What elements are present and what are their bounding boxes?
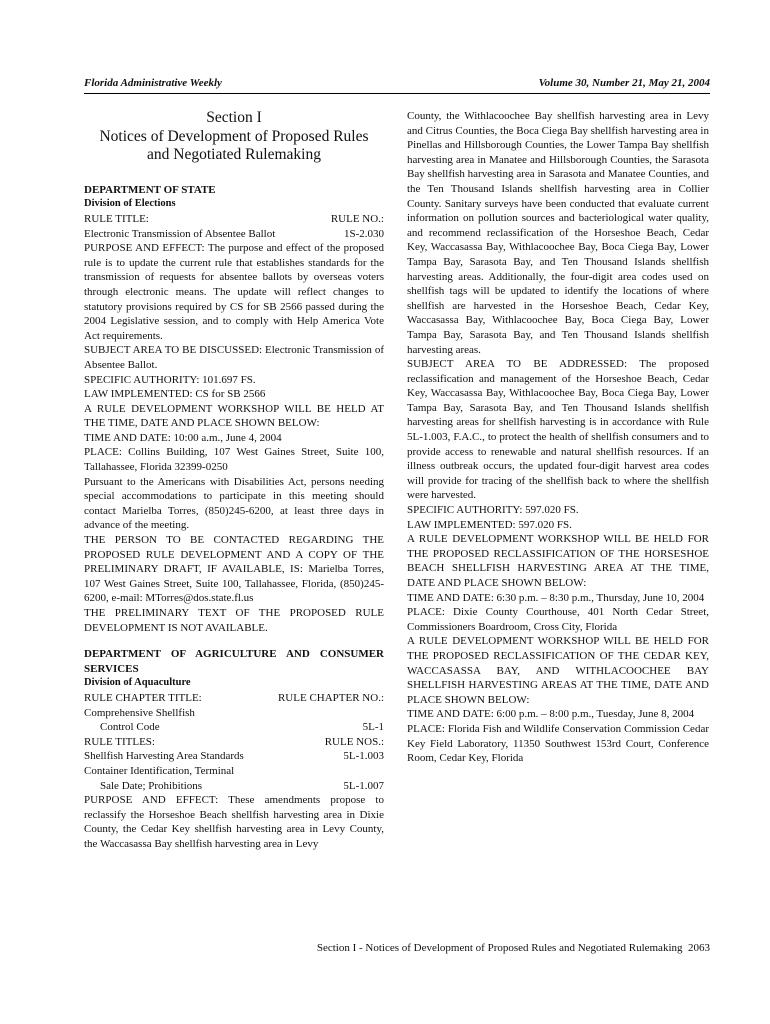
department-heading: DEPARTMENT OF STATE xyxy=(84,183,216,196)
section-heading-line2: and Negotiated Rulemaking xyxy=(147,146,321,164)
right-column xyxy=(407,109,709,766)
section-title xyxy=(84,109,384,165)
specific-authority: SPECIFIC AUTHORITY: 597.020 FS. xyxy=(407,504,579,517)
rule-no-label: RULE NO.: xyxy=(330,212,384,225)
rule-title: Electronic Transmission of Absentee Ballot xyxy=(84,227,276,240)
rule-title-continued: Sale Date; Prohibitions xyxy=(100,779,203,792)
purpose-effect-continued: County, the Withlacoochee Bay shellfish harvesting area in Levy and Citrus Counties, the Boca Ciega Bay shellfish harvesting area in Pinellas and Hillsborough Counties, the Lower Tampa Bay shellfish harvesting area in Manatee and Hillsborough Counties, the Sarasota Bay shellfish harvesting area in Sarasota and Manatee Counties, and the Ten Thousand Islands shellfish harvesting area in Collier County. Sanitary surveys have been conducted that evaluate current information on pollution sources and bacteriological water quality, and recommend reclassification of the Horseshoe Beach, Cedar Key, Waccasassa Bay, Withlacoochee Bay, Boca Ciega Bay, Lower Tampa Bay, Sarasota Bay, and Ten Thousand Islands shellfish harvesting areas. Additionally, the four-digit area codes used on shellfish tags will be updated to identify the locations of where shellfish are harvested in the Horseshoe Beach, Cedar Key, Waccasassa Bay, Withlacoochee Bay, Boca Ciega Bay, Lower Tampa Bay, Sarasota Bay, and Ten Thousand Islands shellfish harvesting areas. xyxy=(407,110,709,356)
rule-title: Container Identification, Terminal xyxy=(84,764,235,777)
rule-no: 1S-2.030 xyxy=(343,227,384,240)
workshop-notice: A RULE DEVELOPMENT WORKSHOP WILL BE HELD AT THE TIME, DATE AND PLACE SHOWN BELOW: xyxy=(84,402,384,430)
department-heading: DEPARTMENT OF AGRICULTURE AND CONSUMER SERVICES xyxy=(84,648,384,675)
rule-titles-label: RULE TITLES: xyxy=(84,735,155,748)
law-implemented: LAW IMPLEMENTED: 597.020 FS. xyxy=(407,518,572,531)
law-implemented: LAW IMPLEMENTED: CS for SB 2566 xyxy=(84,388,266,401)
preliminary-text: THE PRELIMINARY TEXT OF THE PROPOSED RULE DEVELOPMENT IS NOT AVAILABLE. xyxy=(84,607,384,634)
chapter-title-line2: Control Code xyxy=(100,721,160,734)
subject-area: SUBJECT AREA TO BE ADDRESSED: The proposed reclassification and management of the Horseshoe Beach, Cedar Key, Waccasassa Bay, Withlacoochee Bay, Boca Ciega Bay, Lower Tampa Bay, Sarasota Bay, and Ten Thousand Islands shellfish harvesting areas for shellfish harvesting is in accordance with Rule 5L-1.003, F.A.C., to protect the health of shellfish consumers and to provide access to renewable and natural shellfish resources. If an illness outbreak occurs, the updated four-digit harvest area codes will provide for tracing of the shellfish back to where the shellfish were harvested. xyxy=(407,358,709,502)
rule-header-row xyxy=(84,212,384,227)
chapter-no: 5L-1 xyxy=(362,721,384,734)
time-date: TIME AND DATE: 6:30 p.m. – 8:30 p.m., Thursday, June 10, 2004 xyxy=(407,591,705,604)
rule-no: 5L-1.007 xyxy=(343,779,384,792)
ada-notice: Pursuant to the Americans with Disabilities Act, persons needing special accommodations to participate in this meeting should contact Marielba Torres, (850)245-6200, at least three days in advance of the meeting. xyxy=(84,475,384,532)
purpose-effect: PURPOSE AND EFFECT: These amendments propose to reclassify the Horseshoe Beach shellfish harvesting area in Dixie County, the Cedar Key shellfish harvesting area in Levy County, the Waccasassa Bay shellfish harvesting area in Levy xyxy=(84,794,384,850)
rule-nos-label: RULE NOS.: xyxy=(324,735,384,748)
section-number: Section I xyxy=(206,109,262,126)
rule-row xyxy=(84,779,384,794)
contact-person: THE PERSON TO BE CONTACTED REGARDING THE PROPOSED RULE DEVELOPMENT AND A COPY OF THE PRELIMINARY DRAFT, IF AVAILABLE, IS: Marielba Torres, 107 West Gaines Street, Suite 100, Tallahassee, Florida, (850)245-6200, e-mail: MTorres@dos.state.fl.us xyxy=(84,534,384,605)
publication-name: Florida Administrative Weekly xyxy=(84,77,222,89)
rule-title-label: RULE TITLE: xyxy=(84,212,149,225)
volume-issue-date: Volume 30, Number 21, May 21, 2004 xyxy=(538,77,710,89)
chapter-title-line1: Comprehensive Shellfish xyxy=(84,706,195,719)
purpose-effect: PURPOSE AND EFFECT: The purpose and effect of the proposed rule is to update the current rule that establishes standards for the transmission of requests for absentee ballots by overseas voters through electronic means. The update will reflect changes to statutory provisions required by CS for SB 2566 passed during the 2004 Legislative session, and to comply with Help America Vote Act requirements. xyxy=(84,242,384,342)
place: PLACE: Dixie County Courthouse, 401 North Cedar Street, Commissioners Boardroom, Cross City, Florida xyxy=(407,606,709,633)
chapter-row xyxy=(84,720,384,735)
footer-section-title: Section I - Notices of Development of Proposed Rules and Negotiated Rulemaking xyxy=(316,942,683,954)
chapter-header-row xyxy=(84,691,384,706)
division-heading: Division of Elections xyxy=(84,198,176,210)
rule-row xyxy=(84,227,384,242)
workshop-notice: A RULE DEVELOPMENT WORKSHOP WILL BE HELD FOR THE PROPOSED RECLASSIFICATION OF THE HORSESHOE BEACH SHELLFISH HARVESTING AREA AT THE TIME, DATE AND PLACE SHOWN BELOW: xyxy=(407,533,709,589)
specific-authority: SPECIFIC AUTHORITY: 101.697 FS. xyxy=(84,373,256,386)
rule-row xyxy=(84,749,384,764)
workshop-notice: A RULE DEVELOPMENT WORKSHOP WILL BE HELD FOR THE PROPOSED RECLASSIFICATION OF THE CEDAR KEY, WACCASASSA BAY, AND WITHLACOOCHEE BAY SHELLFISH HARVESTING AREAS AT THE TIME, DATE AND PLACE SHOWN BELOW: xyxy=(407,635,709,706)
subject-area: SUBJECT AREA TO BE DISCUSSED: Electronic Transmission of Absentee Ballot. xyxy=(84,344,384,371)
running-header xyxy=(84,77,710,91)
rule-no: 5L-1.003 xyxy=(343,750,384,763)
page-number: 2063 xyxy=(688,942,710,954)
header-divider xyxy=(84,93,710,94)
left-column xyxy=(84,109,384,852)
chapter-title-label: RULE CHAPTER TITLE: xyxy=(84,691,202,704)
time-date: TIME AND DATE: 6:00 p.m. – 8:00 p.m., Tuesday, June 8, 2004 xyxy=(407,708,695,721)
page-footer xyxy=(84,942,710,954)
place: PLACE: Collins Building, 107 West Gaines Street, Suite 100, Tallahassee, Florida 32399-0250 xyxy=(84,446,384,474)
place: PLACE: Florida Fish and Wildlife Conservation Commission Cedar Key Field Laboratory, 11350 Southwest 153rd Court, Conference Room, Cedar Key, Florida xyxy=(407,722,709,765)
section-heading-line1: Notices of Development of Proposed Rules xyxy=(99,127,369,145)
chapter-no-label: RULE CHAPTER NO.: xyxy=(277,691,384,704)
time-date: TIME AND DATE: 10:00 a.m., June 4, 2004 xyxy=(84,431,282,444)
titles-header-row xyxy=(84,735,384,750)
division-heading: Division of Aquaculture xyxy=(84,677,191,689)
rule-title: Shellfish Harvesting Area Standards xyxy=(84,750,244,763)
